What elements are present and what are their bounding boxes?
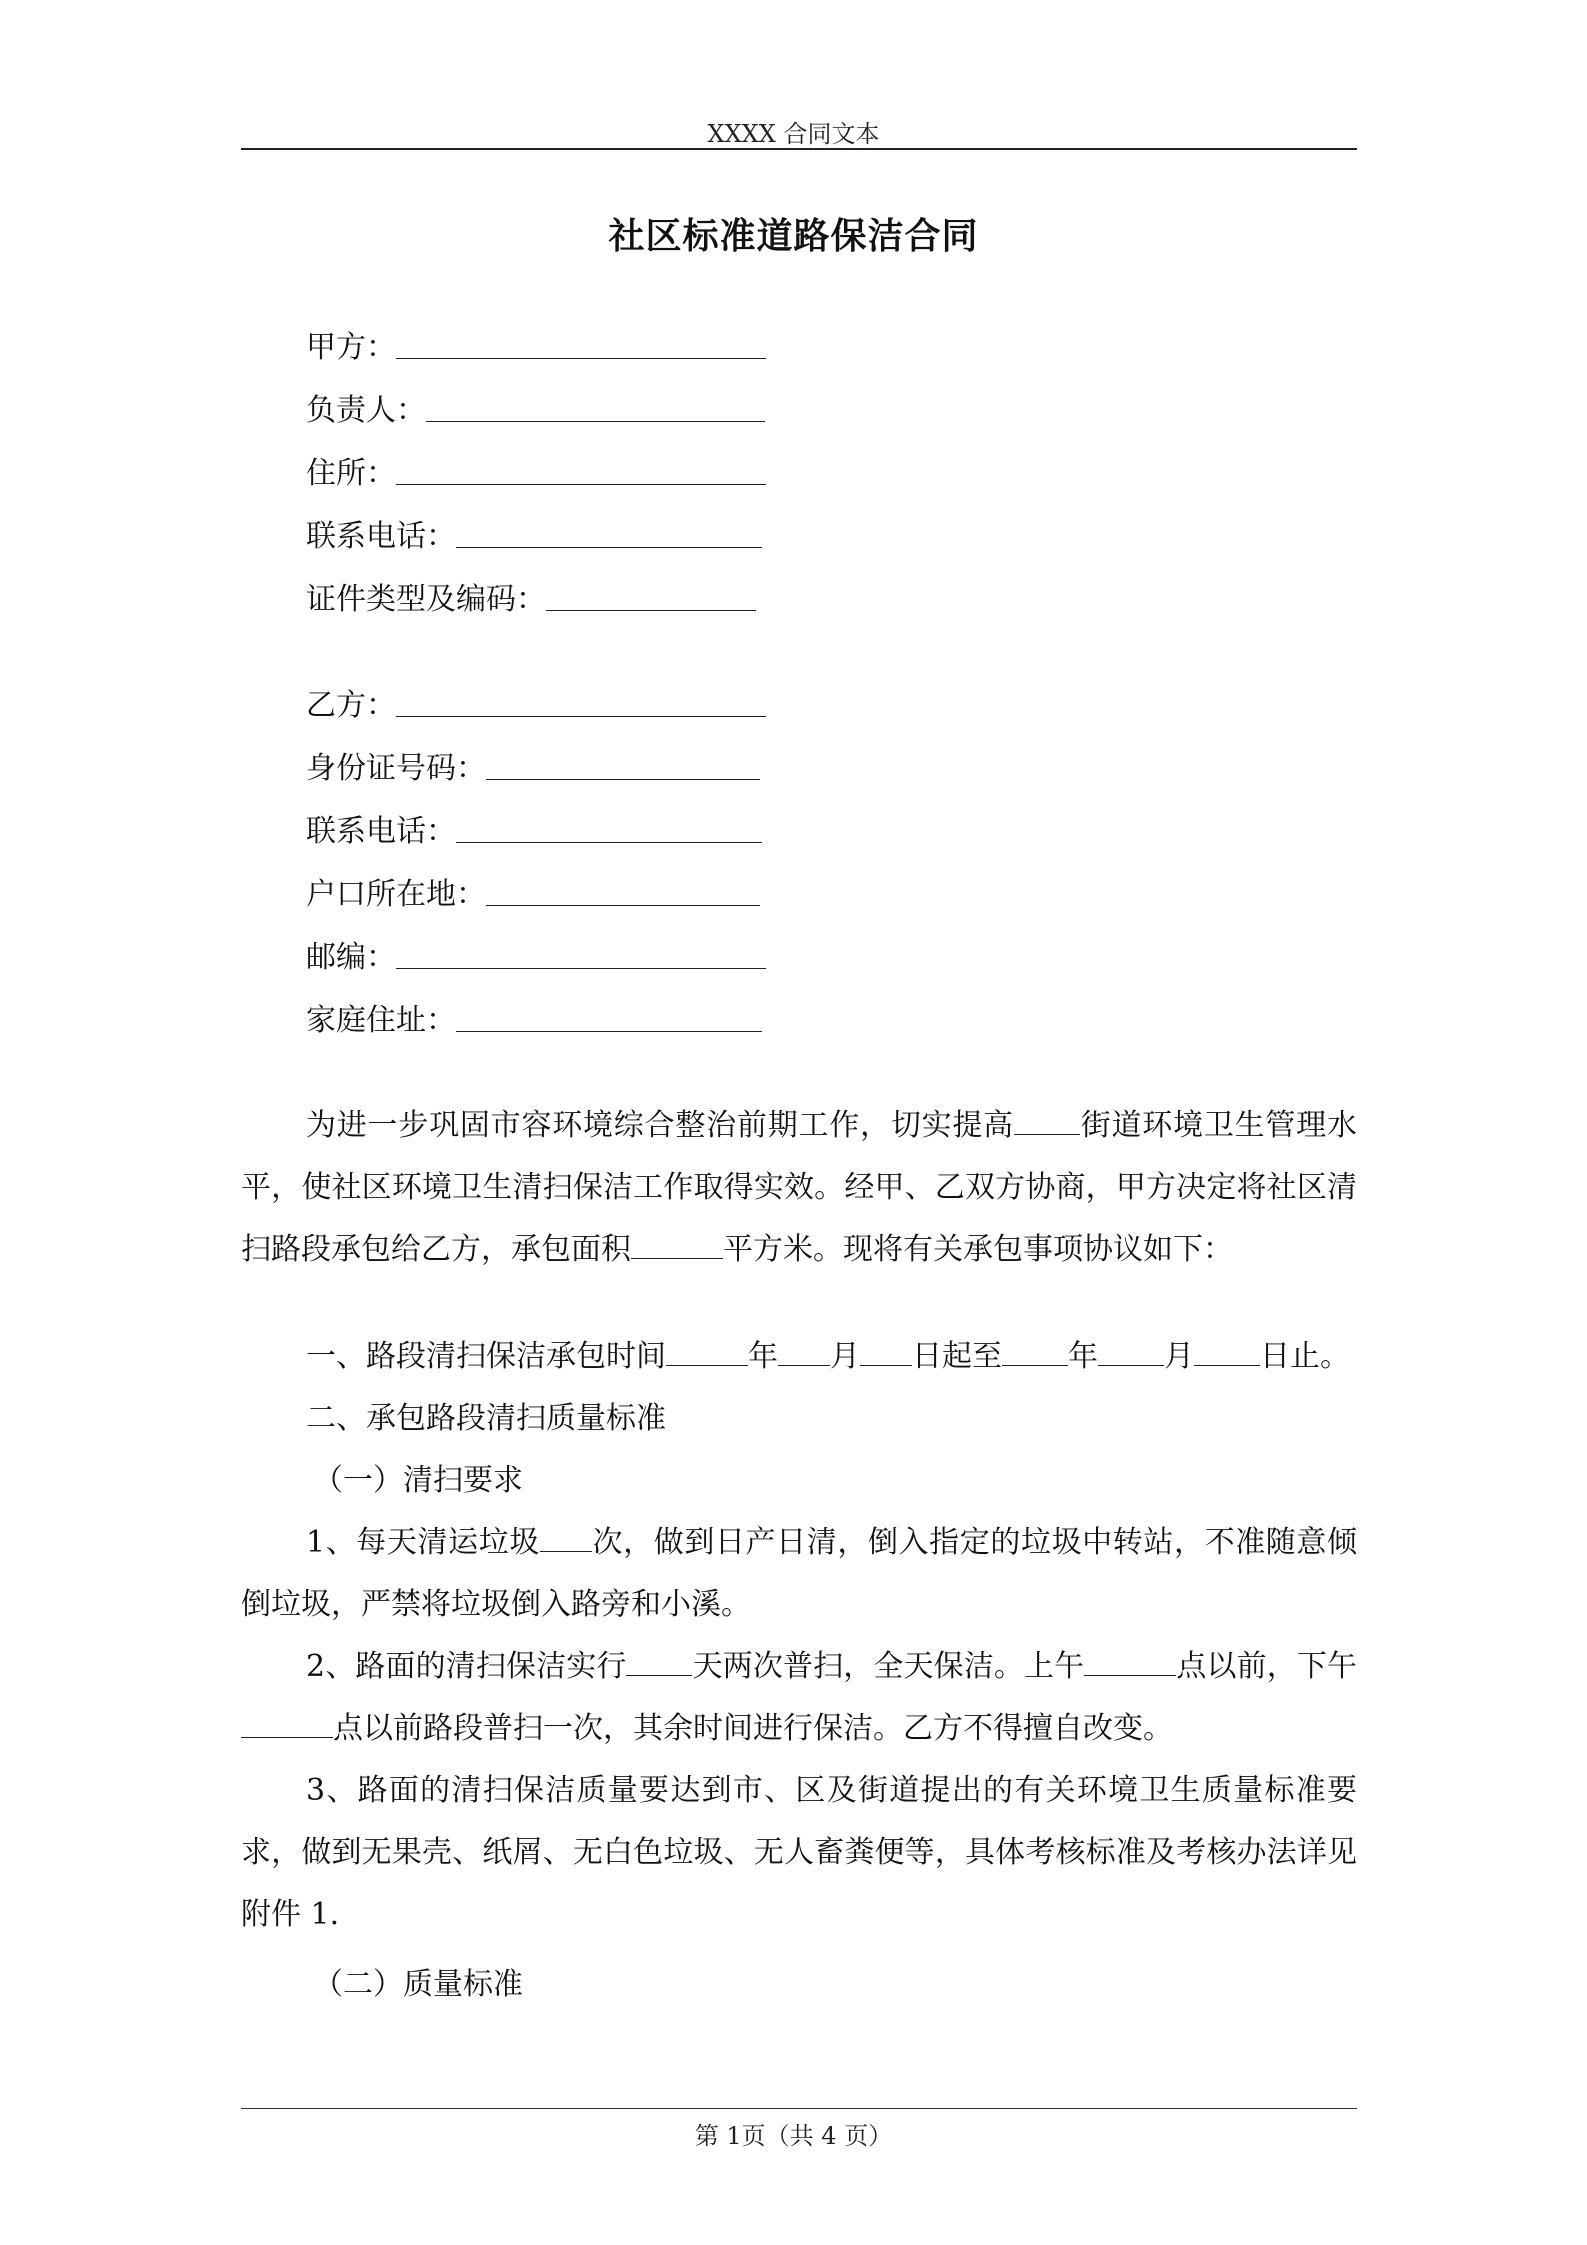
fill-blank [1014,1104,1080,1135]
item-1-paragraph [241,1512,1357,1636]
fill-blank [1002,1335,1068,1366]
party-b-field [306,680,766,743]
fill-blank [456,511,762,548]
fill-blank [241,1707,333,1738]
section-text: 日止。 [1260,1339,1350,1374]
party-a-field [306,511,766,574]
fill-blank [396,680,766,717]
item-text: 点以前路段普扫一次，其余时间进行保洁。乙方不得擅自改变。 [333,1711,1173,1746]
party-a-field [306,574,766,637]
section-text: 一、路段清扫保洁承包时间 [306,1339,666,1374]
field-label: 联系电话： [306,814,456,849]
section-text: 月 [1164,1339,1194,1374]
intro-text: 街道环境卫生管理水平，使社区环境卫生清扫保洁工作取得实效。经甲、乙双方协商，甲方决定将社区清扫路段承包给乙方，承包面积 [241,1108,1357,1267]
fill-blank [540,1521,592,1552]
page-header: XXXX 合同文本 [707,120,880,148]
fill-blank [396,322,766,359]
fill-blank [666,1335,748,1366]
item-text: 天两次普扫，全天保洁。上午 [692,1649,1085,1684]
party-a-field [306,448,766,511]
section-text: 日起至 [912,1339,1002,1374]
field-label: 负责人： [306,393,426,428]
fill-blank [631,1228,723,1259]
subsection-1-title: （一）清扫要求 [313,1463,523,1498]
item-text: 点以前，下午 [1176,1649,1358,1684]
fill-blank [1098,1335,1164,1366]
field-label: 身份证号码： [306,751,486,786]
field-label: 甲方： [306,330,396,365]
fill-blank [546,574,756,611]
subsection-2-title: （二）质量标准 [313,1967,523,2002]
item-text: 次，做到日产日清，倒入指定的垃圾中转站，不准随意倾倒垃圾，严禁将垃圾倒入路旁和小溪。 [241,1525,1358,1622]
fill-blank [1084,1645,1176,1676]
item-text: 1、每天清运垃圾 [306,1525,540,1560]
field-label: 证件类型及编码： [306,582,546,617]
fill-blank [486,869,760,906]
document-title: 社区标准道路保洁合同 [608,215,979,257]
fill-blank [626,1645,692,1676]
intro-text: 平方米。现将有关承包事项协议如下： [723,1232,1233,1267]
fill-blank [456,806,762,843]
field-label: 乙方： [306,688,396,723]
footer-divider [241,2108,1357,2109]
fill-blank [456,995,762,1032]
fill-blank [778,1335,830,1366]
party-b-block [306,680,766,1058]
fill-blank [486,743,760,780]
fill-blank [396,932,766,969]
fill-blank [860,1335,912,1366]
party-a-field [306,322,766,385]
fill-blank [1194,1335,1260,1366]
field-label: 邮编： [306,940,396,975]
field-label: 家庭住址： [306,1003,456,1038]
fill-blank [396,448,766,485]
intro-paragraph [241,1095,1357,1281]
item-text: 2、路面的清扫保洁实行 [306,1649,627,1684]
section-text: 月 [830,1339,860,1374]
party-a-block [306,322,766,637]
field-label: 联系电话： [306,519,456,554]
party-a-field [306,385,766,448]
intro-text: 为进一步巩固市容环境综合整治前期工作，切实提高 [306,1108,1014,1143]
party-b-field [306,806,766,869]
field-label: 住所： [306,456,396,491]
fill-blank [426,385,765,422]
item-3-paragraph: 3、路面的清扫保洁质量要达到市、区及街道提出的有关环境卫生质量标准要求，做到无果壳、纸屑、无白色垃圾、无人畜粪便等，具体考核标准及考核办法详见附件 1. [241,1773,1357,1932]
section-1-line [306,1326,1350,1388]
party-b-field [306,743,766,806]
party-b-field [306,995,766,1058]
page-footer: 第 1页（共 4 页） [694,2122,893,2150]
field-label: 户口所在地： [306,877,486,912]
header-divider [241,148,1357,150]
party-b-field [306,869,766,932]
section-text: 年 [1068,1339,1098,1374]
section-2-title: 二、承包路段清扫质量标准 [306,1401,666,1436]
party-b-field [306,932,766,995]
item-2-paragraph [241,1636,1357,1760]
section-text: 年 [748,1339,778,1374]
